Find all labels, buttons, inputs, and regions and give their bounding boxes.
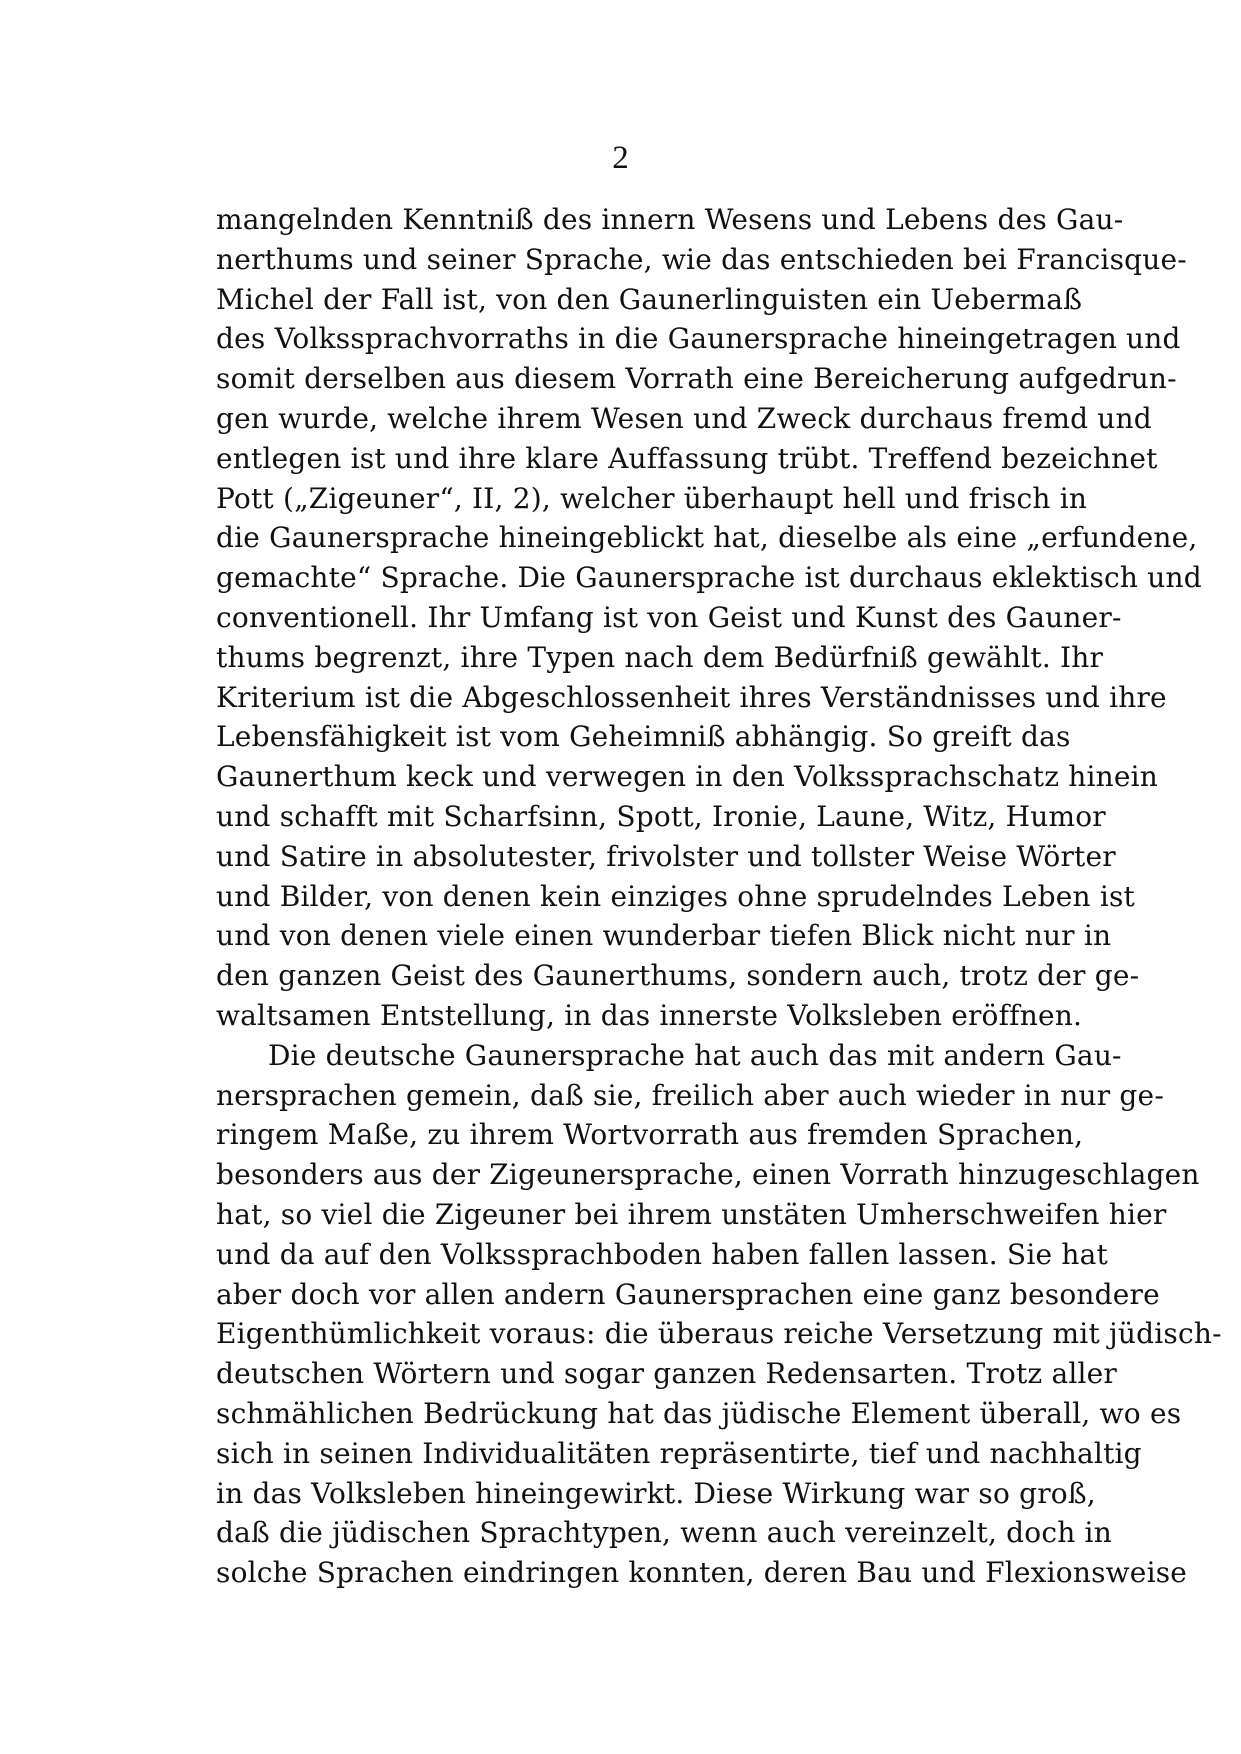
text-line: und von denen viele einen wunderbar tiefen Blick nicht nur in [216,919,1112,953]
text-line: conventionell. Ihr Umfang ist von Geist und Kunst des Gauner- [216,600,1122,634]
text-line: besonders aus der Zigeunersprache, einen Vorrath hinzugeschlagen [216,1158,1200,1192]
text-line: Lebensfähigkeit ist vom Geheimniß abhängig. So greift das [216,720,1071,754]
text-line: schmählichen Bedrückung hat das jüdische Element überall, wo es [216,1396,1182,1430]
text-line: sich in seinen Individualitäten repräsentirte, tief und nachhaltig [216,1436,1142,1470]
paragraph-start-line: Die deutsche Gaunersprache hat auch das mit andern Gau- [268,1038,1122,1072]
paragraph-end-line: waltsamen Entstellung, in das innerste Volksleben eröffnen. [216,998,1083,1032]
text-line: gen wurde, welche ihrem Wesen und Zweck durchaus fremd und [216,401,1152,435]
text-line: solche Sprachen eindringen konnten, deren Bau und Flexionsweise [216,1556,1188,1590]
text-line: in das Volksleben hineingewirkt. Diese Wirkung war so groß, [216,1476,1096,1510]
text-line: aber doch vor allen andern Gaunersprachen eine ganz besondere [216,1277,1160,1311]
text-line: deutschen Wörtern und sogar ganzen Redensarten. Trotz aller [216,1357,1118,1391]
text-line: daß die jüdischen Sprachtypen, wenn auch vereinzelt, doch in [216,1516,1112,1550]
text-line: des Volkssprachvorraths in die Gaunersprache hineingetragen und [216,322,1181,356]
text-line: und Satire in absolutester, frivolster und tollster Weise Wörter [216,839,1116,873]
text-line: entlegen ist und ihre klare Auffassung trübt. Treffend bezeichnet [216,441,1158,475]
text-line: Kriterium ist die Abgeschlossenheit ihres Verständnisses und ihre [216,680,1167,714]
text-line: und da auf den Volkssprachboden haben fallen lassen. Sie hat [216,1237,1108,1271]
text-line: die Gaunersprache hineingeblickt hat, dieselbe als eine „erfundene, [216,521,1198,555]
text-line: den ganzen Geist des Gaunerthums, sondern auch, trotz der ge- [216,959,1140,993]
text-line: mangelnden Kenntniß des innern Wesens und Lebens des Gau- [216,203,1124,236]
text-line: gemachte“ Sprache. Die Gaunersprache ist durchaus eklektisch und [216,561,1202,595]
text-line: und Bilder, von denen kein einziges ohne sprudelndes Leben ist [216,879,1135,913]
text-line: Eigenthümlichkeit voraus: die überaus reiche Versetzung mit jüdisch- [216,1317,1222,1351]
page-number: 2 [612,140,629,176]
body-text [216,200,1222,1593]
text-line: Pott („Zigeuner“, II, 2), welcher überhaupt hell und frisch in [216,481,1088,515]
text-line: ringem Maße, zu ihrem Wortvorrath aus fremden Sprachen, [216,1118,1084,1152]
text-line: nersprachen gemein, daß sie, freilich aber auch wieder in nur ge- [216,1078,1164,1112]
text-line: und schafft mit Scharfsinn, Spott, Ironie, Laune, Witz, Humor [216,799,1106,833]
text-line: Gaunerthum keck und verwegen in den Volkssprachschatz hinein [216,760,1159,794]
text-line: Michel der Fall ist, von den Gaunerlinguisten ein Uebermaß [216,282,1083,316]
text-line: thums begrenzt, ihre Typen nach dem Bedürfniß gewählt. Ihr [216,640,1104,674]
text-line: nerthums und seiner Sprache, wie das entschieden bei Francisque- [216,242,1187,276]
text-line: somit derselben aus diesem Vorrath eine Bereicherung aufgedrun- [216,362,1177,396]
text-line: hat, so viel die Zigeuner bei ihrem unstäten Umherschweifen hier [216,1197,1167,1231]
